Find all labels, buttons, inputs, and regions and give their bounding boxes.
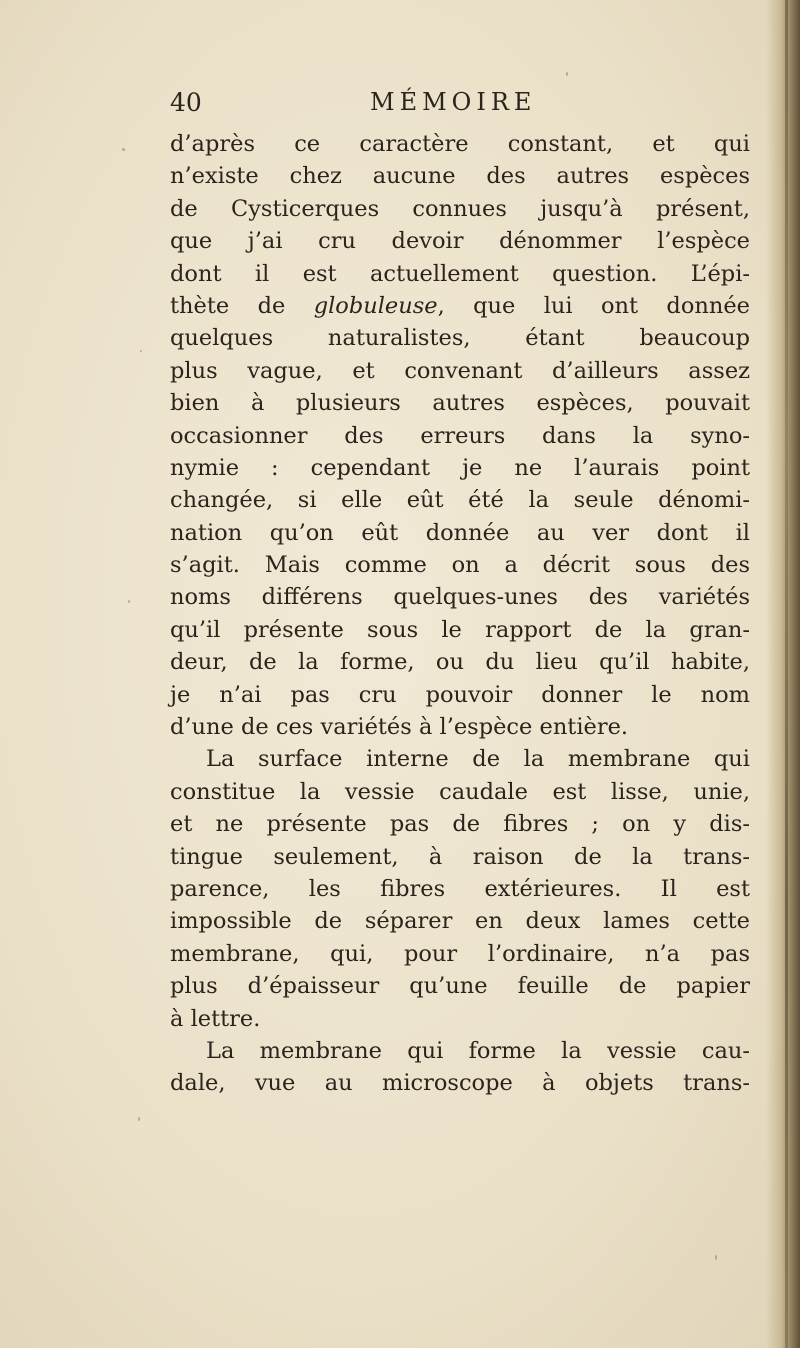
text-line: thète de globuleuse, que lui ont donnée — [170, 292, 750, 319]
text-line: à lettre. — [170, 1005, 261, 1032]
text-line: membrane, qui, pour l’ordinaire, n’a pas — [170, 940, 750, 967]
paper-speck — [566, 72, 568, 76]
text-line: La membrane qui forme la vessie cau- — [206, 1037, 750, 1064]
text-line: parence, les fibres extérieures. Il est — [170, 875, 750, 902]
text-line: et ne présente pas de fibres ; on y dis- — [170, 811, 750, 838]
text-line: plus vague, et convenant d’ailleurs assez — [170, 357, 750, 384]
page-gutter-shadow — [766, 0, 800, 1348]
binding-edge — [785, 0, 788, 1348]
paper-speck — [715, 1255, 717, 1260]
text-line: occasionner des erreurs dans la syno- — [170, 422, 750, 449]
text-line: que j’ai cru devoir dénommer l’espèce — [170, 228, 750, 255]
paper-speck — [128, 600, 130, 603]
text-line: dale, vue au microscope à objets trans- — [170, 1070, 750, 1097]
paper-speck — [138, 1117, 140, 1121]
body-text — [170, 128, 750, 1100]
paper-speck — [140, 350, 142, 352]
text-line: dont il est actuellement question. L’épi- — [170, 260, 750, 287]
text-line: d’après ce caractère constant, et qui — [170, 131, 750, 157]
text-line: nymie : cependant je ne l’aurais point — [170, 454, 750, 481]
text-line: d’une de ces variétés à l’espèce entière. — [170, 714, 629, 741]
page-header — [170, 88, 770, 128]
page-number: 40 — [170, 88, 202, 117]
text-line: La surface interne de la membrane qui — [206, 746, 750, 773]
text-line: deur, de la forme, ou du lieu qu’il habite, — [170, 649, 750, 676]
text-line: constitue la vessie caudale est lisse, unie, — [170, 778, 750, 805]
running-head: MÉMOIRE — [370, 88, 537, 116]
text-line: impossible de séparer en deux lames cette — [170, 908, 750, 935]
text-line: je n’ai pas cru pouvoir donner le nom — [170, 681, 750, 708]
text-line: qu’il présente sous le rapport de la gran- — [170, 616, 750, 643]
text-line: quelques naturalistes, étant beaucoup — [170, 325, 750, 352]
text-line: tingue seulement, à raison de la trans- — [170, 843, 750, 870]
italic-word: globuleuse — [313, 292, 438, 319]
text-line: noms différens quelques-unes des variétés — [170, 584, 750, 611]
text-line: nation qu’on eût donnée au ver dont il — [170, 519, 750, 546]
text-line: n’existe chez aucune des autres espèces — [170, 163, 750, 190]
text-line: changée, si elle eût été la seule dénomi- — [170, 487, 750, 514]
text-line: bien à plusieurs autres espèces, pouvait — [170, 390, 750, 417]
paper-speck — [122, 148, 125, 151]
text-line: s’agit. Mais comme on a décrit sous des — [170, 552, 750, 579]
text-line: plus d’épaisseur qu’une feuille de papier — [170, 973, 750, 1000]
text-line: de Cysticerques connues jusqu’à présent, — [170, 195, 750, 222]
